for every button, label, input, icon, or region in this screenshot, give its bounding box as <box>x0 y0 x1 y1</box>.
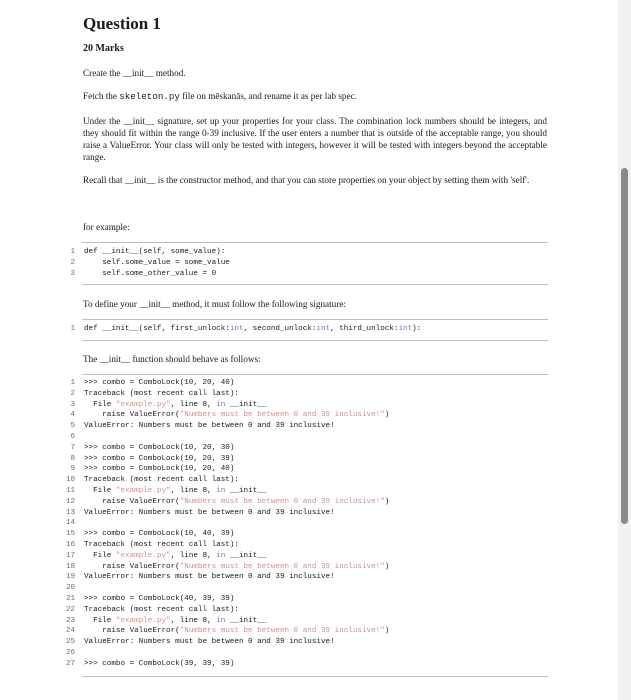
fetch-instruction: Fetch the skeleton.py file on mēskanās, and rename it as per lab spec. <box>83 91 357 102</box>
code-text <box>84 552 266 560</box>
code-text <box>84 563 389 571</box>
code-text: Traceback (most recent call last): <box>84 540 239 549</box>
recall-paragraph: Recall that __init__ is the constructor method, and that you can store properties on your object by setting them with 'self'. <box>83 175 530 185</box>
code-text: >>> combo = ComboLock(10, 40, 39) <box>84 530 235 539</box>
line-number: 4 <box>70 411 75 420</box>
code-token: in <box>216 486 226 495</box>
code-text: def __init__(self, some_value): <box>84 248 226 256</box>
code-line <box>66 649 536 660</box>
line-number: 3 <box>70 269 75 278</box>
code-token: __init__ <box>225 616 267 625</box>
code-token: in <box>216 616 226 625</box>
code-line <box>66 584 536 595</box>
line-number: 20 <box>66 584 76 593</box>
code-line <box>66 519 536 530</box>
code-line <box>66 638 536 649</box>
code-token: "example.py" <box>115 551 171 560</box>
code-token: , line 8, <box>170 400 217 409</box>
line-number: 6 <box>70 432 75 441</box>
code-token: "Numbers must be between 0 and 39 inclusive!" <box>179 627 385 636</box>
line-number: 27 <box>66 659 76 668</box>
code-token: , line 8, <box>170 551 217 560</box>
line-number: 18 <box>66 562 76 571</box>
example-label: for example: <box>83 222 130 232</box>
line-number: 25 <box>66 638 76 647</box>
code-text: >>> combo = ComboLock(10, 20, 39) <box>84 454 235 463</box>
code-block-1-top-rule <box>82 242 548 243</box>
code-token: def __init__(self, first_unlock: <box>84 325 230 333</box>
code-block-3-bottom-rule <box>82 676 548 677</box>
code-token: raise ValueError( <box>84 411 180 420</box>
line-number: 22 <box>66 605 76 614</box>
code-token: ): <box>412 325 422 333</box>
code-token: File <box>84 400 116 409</box>
code-text <box>84 617 266 625</box>
code-block-3 <box>66 379 536 671</box>
code-line <box>66 433 536 444</box>
line-number: 16 <box>66 540 76 549</box>
code-block-3-top-rule <box>82 374 548 375</box>
line-number: 10 <box>66 476 76 485</box>
code-token: ) <box>384 497 390 506</box>
line-number: 9 <box>70 465 75 474</box>
code-line <box>66 509 536 520</box>
line-number: 24 <box>66 627 76 636</box>
scrollbar-thumb[interactable] <box>621 168 628 524</box>
code-block-2-top-rule <box>82 319 548 320</box>
code-token: raise ValueError( <box>84 497 180 506</box>
code-text: self.some_other_value = 0 <box>84 269 217 278</box>
code-token: "Numbers must be between 0 and 39 inclusive!" <box>179 562 385 571</box>
line-number: 19 <box>66 573 76 582</box>
line-number: 11 <box>66 486 76 495</box>
code-token: int <box>316 325 331 333</box>
code-line <box>66 476 536 487</box>
code-text: >>> combo = ComboLock(10, 20, 40) <box>84 379 235 387</box>
code-text: >>> combo = ComboLock(10, 20, 40) <box>84 465 235 474</box>
line-number: 8 <box>70 454 75 463</box>
code-line <box>66 465 536 476</box>
code-token: in <box>216 551 226 560</box>
code-block-1-bottom-rule <box>82 284 548 285</box>
code-token: File <box>84 551 116 560</box>
traceback-file-line <box>66 487 536 498</box>
code-token: in <box>216 400 226 409</box>
code-line <box>66 248 536 259</box>
code-token: "example.py" <box>115 486 171 495</box>
line-number: 13 <box>66 508 76 517</box>
behaviour-instruction: The __init__ function should behave as follows: <box>83 354 261 364</box>
code-token: "Numbers must be between 0 and 39 inclusive!" <box>179 497 385 506</box>
code-token: "example.py" <box>115 400 171 409</box>
code-line <box>66 379 536 390</box>
code-text <box>84 325 421 333</box>
question-title: Question 1 <box>83 14 161 33</box>
scrollbar-track[interactable] <box>618 0 631 700</box>
code-line <box>66 541 536 552</box>
code-token: ) <box>384 411 390 420</box>
code-line <box>66 606 536 617</box>
code-line <box>66 270 536 281</box>
code-token: raise ValueError( <box>84 627 180 636</box>
code-token: __init__ <box>225 400 267 409</box>
signature-instruction: To define your __init__ method, it must follow the following signature: <box>83 299 346 309</box>
signature-line <box>66 325 536 336</box>
code-token: , third_unlock: <box>330 325 399 333</box>
question-marks: 20 Marks <box>83 43 124 54</box>
line-number: 1 <box>70 248 75 256</box>
code-text: >>> combo = ComboLock(40, 39, 39) <box>84 594 235 603</box>
code-line <box>66 444 536 455</box>
line-number: 5 <box>70 422 75 431</box>
line-number: 26 <box>66 648 76 657</box>
create-instruction: Create the __init__ method. <box>83 68 186 78</box>
code-line <box>66 259 536 270</box>
code-token: ) <box>384 627 390 636</box>
raise-line <box>66 563 536 574</box>
code-text: Traceback (most recent call last): <box>84 476 239 485</box>
line-number: 17 <box>66 551 76 560</box>
line-number: 3 <box>70 400 75 409</box>
code-text: self.some_value = some_value <box>84 258 230 267</box>
traceback-file-line <box>66 552 536 563</box>
raise-line <box>66 411 536 422</box>
code-text <box>84 401 266 409</box>
code-token: __init__ <box>225 551 267 560</box>
code-token: , second_unlock: <box>243 325 317 333</box>
code-token: File <box>84 616 116 625</box>
code-line <box>66 595 536 606</box>
code-line <box>66 390 536 401</box>
code-block-2-bottom-rule <box>82 340 548 341</box>
code-text <box>84 411 389 419</box>
code-line <box>66 660 536 671</box>
raise-line <box>66 498 536 509</box>
code-block-2 <box>66 325 536 336</box>
code-token: __init__ <box>225 486 267 495</box>
line-number: 7 <box>70 443 75 452</box>
code-text: ValueError: Numbers must be between 0 and 39 inclusive! <box>84 422 335 431</box>
line-number: 1 <box>70 325 75 333</box>
code-text: >>> combo = ComboLock(10, 20, 30) <box>84 443 235 452</box>
requirements-paragraph: Under the __init__ signature, set up your properties for your class. The combination lock numbers should be integers, and they should fit within the range 0-39 inclusive. If the user enters a number that is outside of the acceptable range, you should raise a ValueError. Your class will only be tested with integers, however it will be tested with integers beyond the acceptable range. <box>83 116 547 162</box>
skeleton-filename: skeleton.py <box>119 91 180 102</box>
code-text: ValueError: Numbers must be between 0 and 39 inclusive! <box>84 508 335 517</box>
init-method-name: __init__ <box>122 68 154 78</box>
line-number: 21 <box>66 594 76 603</box>
code-token: , line 8, <box>170 486 217 495</box>
code-line <box>66 530 536 541</box>
code-token: int <box>398 325 413 333</box>
code-token: int <box>229 325 244 333</box>
code-text: Traceback (most recent call last): <box>84 389 239 398</box>
code-text: ValueError: Numbers must be between 0 and 39 inclusive! <box>84 573 335 582</box>
line-number: 2 <box>70 389 75 398</box>
code-text: Traceback (most recent call last): <box>84 605 239 614</box>
code-line <box>66 455 536 466</box>
line-number: 23 <box>66 616 76 625</box>
line-number: 15 <box>66 530 76 539</box>
raise-line <box>66 627 536 638</box>
code-text: >>> combo = ComboLock(39, 39, 39) <box>84 659 235 668</box>
line-number: 2 <box>70 258 75 267</box>
code-block-1 <box>66 248 536 280</box>
traceback-file-line <box>66 617 536 628</box>
code-token: ) <box>384 562 390 571</box>
code-token: "Numbers must be between 0 and 39 inclusive!" <box>179 411 385 420</box>
code-token: , line 8, <box>170 616 217 625</box>
line-number: 14 <box>66 519 76 528</box>
code-token: "example.py" <box>115 616 171 625</box>
line-number: 1 <box>70 379 75 387</box>
code-text: ValueError: Numbers must be between 0 and 39 inclusive! <box>84 638 335 647</box>
traceback-file-line <box>66 401 536 412</box>
code-line <box>66 422 536 433</box>
line-number: 12 <box>66 497 76 506</box>
code-text <box>84 627 389 635</box>
code-text <box>84 498 389 506</box>
code-text <box>84 487 266 495</box>
code-line <box>66 573 536 584</box>
code-token: File <box>84 486 116 495</box>
code-token: raise ValueError( <box>84 562 180 571</box>
